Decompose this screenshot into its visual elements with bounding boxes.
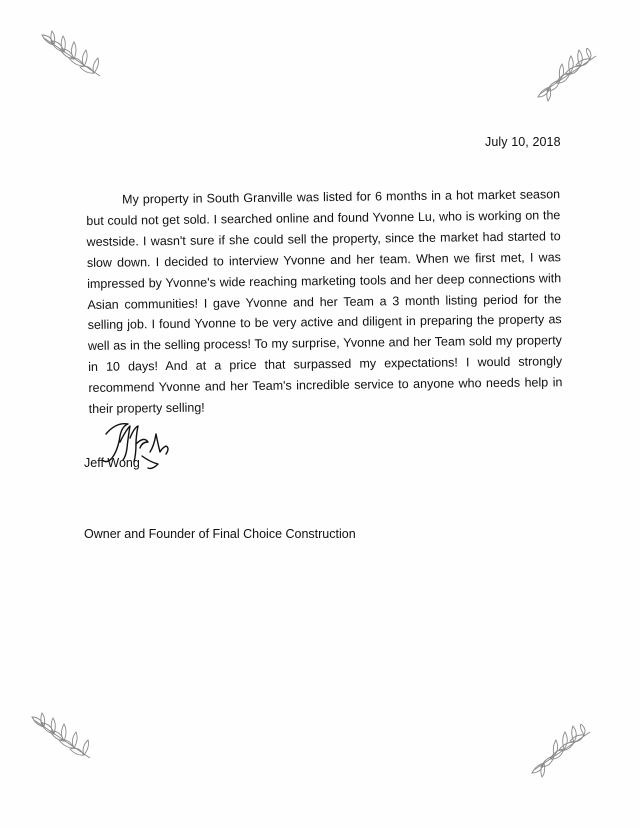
- letter-paragraph: My property in South Granville was listed for 6 months in a hot market season but could not get sold. I searched online and found Yvonne Lu, who is working on the westside. I wasn't sure if she could sell the property, since the market had started to slow down. I decided to interview Yvonne and her team. When we first met, I was impressed by Yvonne's wide reaching marketing tools and her deep connections with Asian communities! I gave Yvonne and her Team a 3 month listing period for the selling job. I found Yvonne to be very active and diligent in preparing the property as well as in the selling process! To my surprise, Yvonne and her Team sold my property in 10 days! And at a price that surpassed my expectations! I would strongly recommend Yvonne and her Team's incredible service to anyone who needs help in their property selling!: [86, 187, 563, 417]
- letter-body: [86, 184, 563, 420]
- leaf-sprig-icon: [40, 30, 104, 84]
- signer-name: Jeff Wong: [84, 456, 140, 470]
- signer-title: Owner and Founder of Final Choice Construction: [84, 527, 356, 541]
- leaf-sprig-icon: [536, 48, 600, 102]
- leaf-sprig-icon: [530, 724, 594, 778]
- leaf-sprig-icon: [30, 712, 94, 766]
- letter-date: July 10, 2018: [485, 135, 561, 149]
